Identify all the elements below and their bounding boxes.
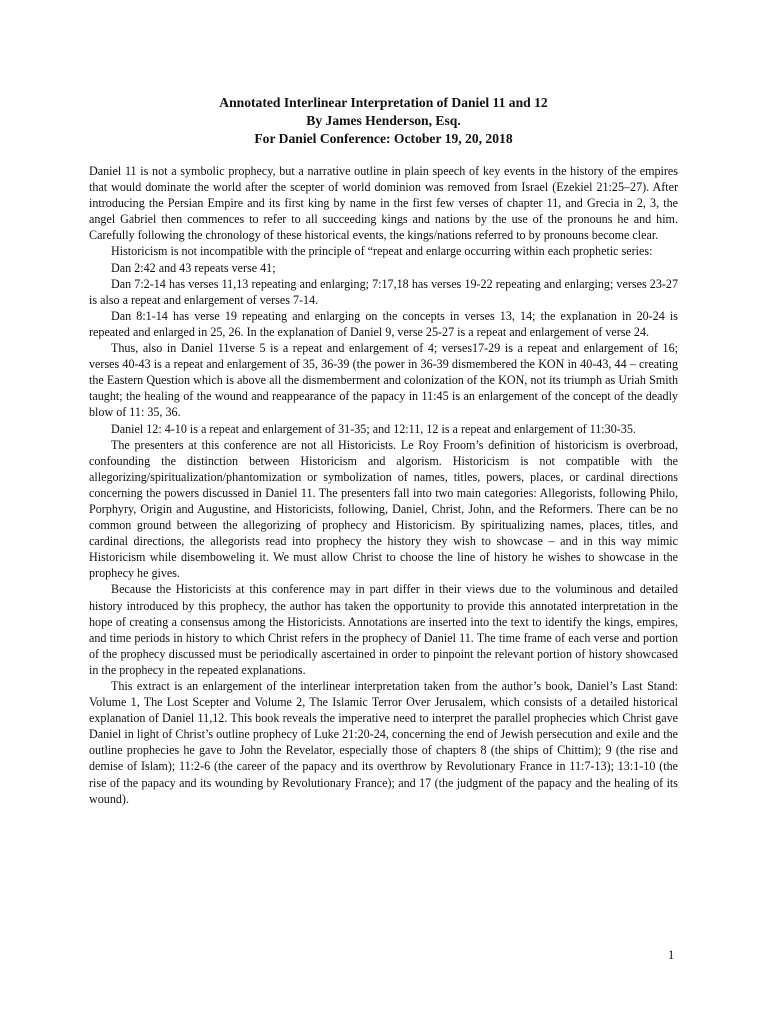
document-event: For Daniel Conference: October 19, 20, 2018 (254, 131, 513, 146)
document-author: By James Henderson, Esq. (306, 113, 461, 128)
paragraph-4: Dan 7:2-14 has verses 11,13 repeating and enlarging; 7:17,18 has verses 19-22 repeating and enlarging; verses 23-27 is also a repeat and enlargement of verses 7-14. (89, 276, 678, 307)
paragraph-7: Daniel 12: 4-10 is a repeat and enlargement of 31-35; and 12:11, 12 is a repeat and enlargement of 11:30-35. (111, 421, 636, 436)
paragraph-8: The presenters at this conference are not all Historicists. Le Roy Froom’s definition of historicism is overbroad, confounding the distinction between Historicism and algorism. Historicism is not compatible with the allegorizing/spiritualization/phantomization or symbolization of names, titles, powers, places, or cardinal directions concerning the powers discussed in Daniel 11. The presenters fall into two main categories: Allegorists, following Philo, Porphyry, Origin and Augustine, and Historicists, following, Daniel, Christ, John, and the Reformers. There can be no common ground between the allegorizing of prophecy and Historicism. By spiritualizing names, places, titles, and cardinal directions, the allegorists read into prophecy the history they wish to showcase – and in this way mimic Historicism while disemboweling it. We must allow Christ to choose the line of history he wishes to showcase in the prophecy he gives. (89, 437, 678, 581)
paragraph-5: Dan 8:1-14 has verse 19 repeating and enlarging on the concepts in verses 13, 14; the explanation in 20-24 is repeated and enlarged in 25, 26. In the explanation of Daniel 9, verse 25-27 is a repeat and enlargement of verse 24. (89, 308, 678, 339)
paragraph-6: Thus, also in Daniel 11verse 5 is a repeat and enlargement of 4; verses17-29 is a repeat and enlargement of 16; verses 40-43 is a repeat and enlargement of 35, 36-39 (the power in 36-39 dismembered the KON in 40-43, 44 – creating the Eastern Question which is above all the dismemberment and colonization of the KON, not its triumph as Uriah Smith taught; the healing of the wound and reappearance of the papacy in 11:45 is an enlargement of the concept of the deadly blow of 11: 35, 36. (89, 341, 678, 420)
document-page (89, 94, 678, 807)
page-number: 1 (668, 948, 675, 962)
document-title: Annotated Interlinear Interpretation of Daniel 11 and 12 (219, 95, 548, 110)
title-block (89, 94, 678, 148)
body-text (89, 163, 678, 807)
paragraph-1: Daniel 11 is not a symbolic prophecy, but a narrative outline in plain speech of key events in the history of the empires that would dominate the world after the scepter of world dominion was removed from Israel (Ezekiel 21:25–27). After introducing the Persian Empire and its first king by name in the first few verses of chapter 11, and Grecia in 2, 3, the angel Gabriel then commences to refer to all succeeding kings and nations by the use of the pronouns he and him. Carefully following the chronology of these historical events, the kings/nations referred to by pronouns become clear. (89, 164, 678, 243)
paragraph-9: Because the Historicists at this conference may in part differ in their views due to the voluminous and detailed history introduced by this prophecy, the author has taken the opportunity to provide this annotated interpretation in the hope of creating a consensus among the Historicists. Annotations are inserted into the text to identify the kings, empires, and time periods in history to which Christ refers in the prophecy of Daniel 11. The time frame of each verse and portion of the prophecy discussed must be periodically ascertained in order to pinpoint the relevant portion of history showcased in the prophecy in the repeated explanations. (89, 582, 678, 677)
paragraph-2: Historicism is not incompatible with the principle of “repeat and enlarge occurring within each prophetic series: (111, 244, 653, 259)
paragraph-3: Dan 2:42 and 43 repeats verse 41; (111, 260, 276, 275)
paragraph-10: This extract is an enlargement of the interlinear interpretation taken from the author’s book, Daniel’s Last Stand: Volume 1, The Lost Scepter and Volume 2, The Islamic Terror Over Jerusalem, which consists of a detailed historical explanation of Daniel 11,12. This book reveals the imperative need to interpret the parallel prophecies which Christ gave Daniel in light of Christ’s outline prophecy of Luke 21:20-24, concerning the end of Jewish persecution and exile and the outline prophecies he gave to John the Revelator, especially those of chapters 8 (the ships of Chittim); 9 (the rise and demise of Islam); 11:2-6 (the career of the papacy and its overthrow by Revolutionary France in 11:7-13); 13:1-10 (the rise of the papacy and its wounding by Revolutionary France); and 17 (the judgment of the papacy and the healing of its wound). (89, 679, 678, 806)
